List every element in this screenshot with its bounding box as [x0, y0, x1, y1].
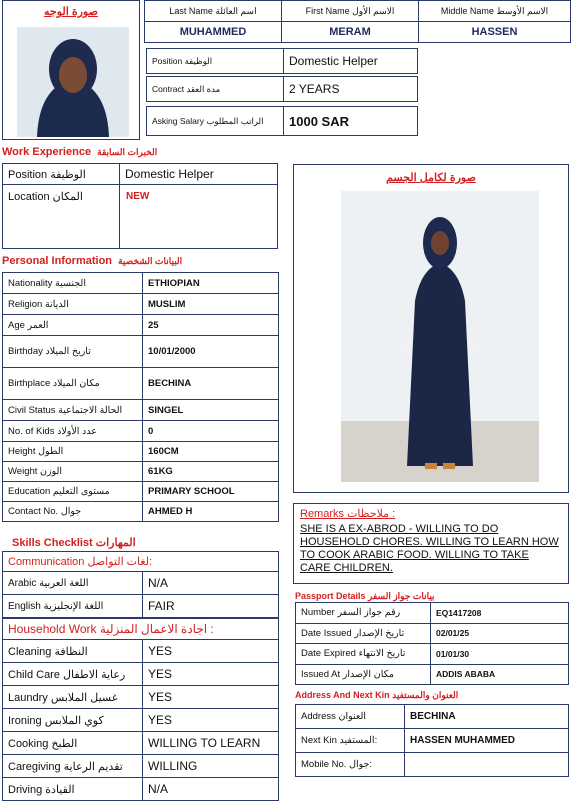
household-table	[2, 639, 279, 801]
contract-label: Contract مدة العقد	[146, 76, 284, 102]
household-row-value: YES	[143, 663, 279, 686]
work-experience-title-ar: الخبرات السابقة	[97, 147, 158, 157]
position-label: Position الوظيفة	[146, 48, 284, 74]
address-row-label: Mobile No. جوال:	[296, 753, 405, 777]
personal-info-row	[3, 273, 279, 294]
personal-info-row	[3, 482, 279, 502]
household-row-label: Child Care رعاية الاطفال	[3, 663, 143, 686]
address-row-value	[405, 753, 569, 777]
household-row	[3, 663, 279, 686]
personal-info-row	[3, 294, 279, 315]
language-row	[3, 595, 279, 618]
household-header: Household Work اجادة الاعمال المنزلية :	[2, 618, 279, 640]
middle-name-value: HASSEN	[418, 21, 571, 43]
language-row-value: FAIR	[143, 595, 279, 618]
personal-info-row-value: ETHIOPIAN	[143, 273, 279, 294]
passport-row-label: Issued At مكان الإصدار	[296, 664, 431, 685]
personal-info-row-label: Height الطول	[3, 442, 143, 462]
last-name-label: Last Name اسم العائلة	[144, 0, 282, 22]
household-row	[3, 732, 279, 755]
household-row-value: WILLING	[143, 755, 279, 778]
household-row	[3, 709, 279, 732]
passport-row-value: 01/01/30	[431, 644, 569, 665]
household-row	[3, 686, 279, 709]
passport-row	[296, 623, 569, 644]
personal-info-row-value: 61KG	[143, 462, 279, 482]
passport-row	[296, 603, 569, 624]
personal-info-row-label: No. of Kids عدد الأولاد	[3, 421, 143, 442]
personal-info-row	[3, 400, 279, 421]
work-position-value: Domestic Helper	[119, 163, 278, 185]
contract-value: 2 YEARS	[283, 76, 418, 102]
passport-row	[296, 664, 569, 685]
passport-row-label: Date Expired تاريخ الانتهاء	[296, 644, 431, 665]
personal-info-title-en: Personal Information	[2, 255, 113, 267]
personal-info-row-label: Education مستوى التعليم	[3, 482, 143, 502]
skills-title: Skills Checklist المهارات	[12, 537, 136, 549]
personal-info-row-label: Age العمر	[3, 315, 143, 336]
communication-header: Communication لغات التواصل:	[2, 551, 279, 572]
passport-row-value: ADDIS ABABA	[431, 664, 569, 685]
last-name-value: MUHAMMED	[144, 21, 282, 43]
personal-info-row	[3, 421, 279, 442]
passport-row-label: Number رقم جواز السفر	[296, 603, 431, 624]
personal-info-title	[2, 255, 182, 267]
personal-info-row-value: 10/01/2000	[143, 336, 279, 368]
full-photo-frame	[293, 164, 569, 493]
household-row-label: Driving القيادة	[3, 778, 143, 801]
household-row	[3, 755, 279, 778]
personal-info-row-value: PRIMARY SCHOOL	[143, 482, 279, 502]
household-row-value: YES	[143, 709, 279, 732]
personal-info-row-value: 160CM	[143, 442, 279, 462]
personal-info-row-value: 0	[143, 421, 279, 442]
remarks-title: Remarks ملاحظات :	[300, 508, 396, 520]
personal-info-row-label: Nationality الجنسية	[3, 273, 143, 294]
work-experience-title-en: Work Experience	[2, 146, 92, 158]
face-photo-frame	[2, 0, 140, 140]
passport-row-value: EQ1417208	[431, 603, 569, 624]
household-row-value: YES	[143, 686, 279, 709]
household-row	[3, 778, 279, 801]
face-photo	[17, 27, 129, 137]
personal-info-row	[3, 315, 279, 336]
personal-info-table	[2, 272, 279, 522]
personal-info-row-label: Civil Status الحالة الاجتماعية	[3, 400, 143, 421]
personal-info-row	[3, 442, 279, 462]
personal-info-row	[3, 502, 279, 522]
position-value: Domestic Helper	[283, 48, 418, 74]
work-location-value: NEW	[126, 191, 150, 202]
middle-name-label: Middle Name الاسم الأوسط	[418, 0, 571, 22]
passport-row-value: 02/01/25	[431, 623, 569, 644]
household-row-value: N/A	[143, 778, 279, 801]
personal-info-row-label: Religion الديانة	[3, 294, 143, 315]
address-table	[295, 704, 569, 777]
personal-info-row-value: MUSLIM	[143, 294, 279, 315]
address-row	[296, 753, 569, 777]
personal-info-row-value: BECHINA	[143, 368, 279, 400]
full-photo	[341, 191, 539, 482]
passport-row	[296, 644, 569, 665]
household-row-label: Laundry غسيل الملابس	[3, 686, 143, 709]
household-row-value: YES	[143, 640, 279, 663]
language-row	[3, 572, 279, 595]
address-row-label: Address العنوان	[296, 705, 405, 729]
passport-table	[295, 602, 569, 685]
personal-info-title-ar: البيانات الشخصية	[118, 256, 183, 266]
personal-info-row-label: Birthday تاريخ الميلاد	[3, 336, 143, 368]
household-row-value: WILLING TO LEARN	[143, 732, 279, 755]
passport-row-label: Date Issued تاريخ الإصدار	[296, 623, 431, 644]
personal-info-row	[3, 462, 279, 482]
work-location-label: Location المكان	[8, 191, 83, 203]
personal-info-row-value: AHMED H	[143, 502, 279, 522]
remarks-text: SHE IS A EX-ABROD - WILLING TO DO HOUSEHOLD CHORES. WILLING TO LEARN HOW TO COOK ARABIC FOOD. WILLING TO TAKE CARE CHILDREN.	[300, 523, 559, 574]
face-photo-title: صورة الوجه	[44, 6, 98, 18]
household-row-label: Ironing كوي الملابس	[3, 709, 143, 732]
language-row-value: N/A	[143, 572, 279, 595]
address-row	[296, 705, 569, 729]
personal-info-row	[3, 336, 279, 368]
personal-info-row-value: 25	[143, 315, 279, 336]
salary-label: Asking Salary الراتب المطلوب	[146, 106, 284, 136]
address-row-value: HASSEN MUHAMMED	[405, 729, 569, 753]
household-row-label: Cooking الطبخ	[3, 732, 143, 755]
full-photo-title: صورة لكامل الجسم	[386, 172, 476, 184]
passport-title: Passport Details بيانات جواز السفر	[295, 591, 435, 601]
full-photo-image	[341, 191, 539, 482]
personal-info-row-label: Contact No. جوال	[3, 502, 143, 522]
address-row-value: BECHINA	[405, 705, 569, 729]
personal-info-row-label: Birthplace مكان الميلاد	[3, 368, 143, 400]
household-row	[3, 640, 279, 663]
language-row-label: English اللغة الإنجليزية	[3, 595, 143, 618]
work-location-divider	[119, 184, 120, 249]
address-row	[296, 729, 569, 753]
language-row-label: Arabic اللغة العربية	[3, 572, 143, 595]
work-position-label: Position الوظيفة	[2, 163, 120, 185]
household-row-label: Caregiving تقديم الرعاية	[3, 755, 143, 778]
salary-value: 1000 SAR	[283, 106, 418, 136]
first-name-value: MERAM	[281, 21, 419, 43]
household-row-label: Cleaning النظافة	[3, 640, 143, 663]
first-name-label: First Name الاسم الأول	[281, 0, 419, 22]
personal-info-row-label: Weight الوزن	[3, 462, 143, 482]
languages-table	[2, 571, 279, 618]
address-row-label: Next Kin المستفيد:	[296, 729, 405, 753]
address-title: Address And Next Kin العنوان والمستفيد	[295, 690, 459, 700]
face-photo-image	[17, 27, 129, 137]
personal-info-row-value: SINGEL	[143, 400, 279, 421]
work-experience-title	[2, 146, 157, 158]
personal-info-row	[3, 368, 279, 400]
